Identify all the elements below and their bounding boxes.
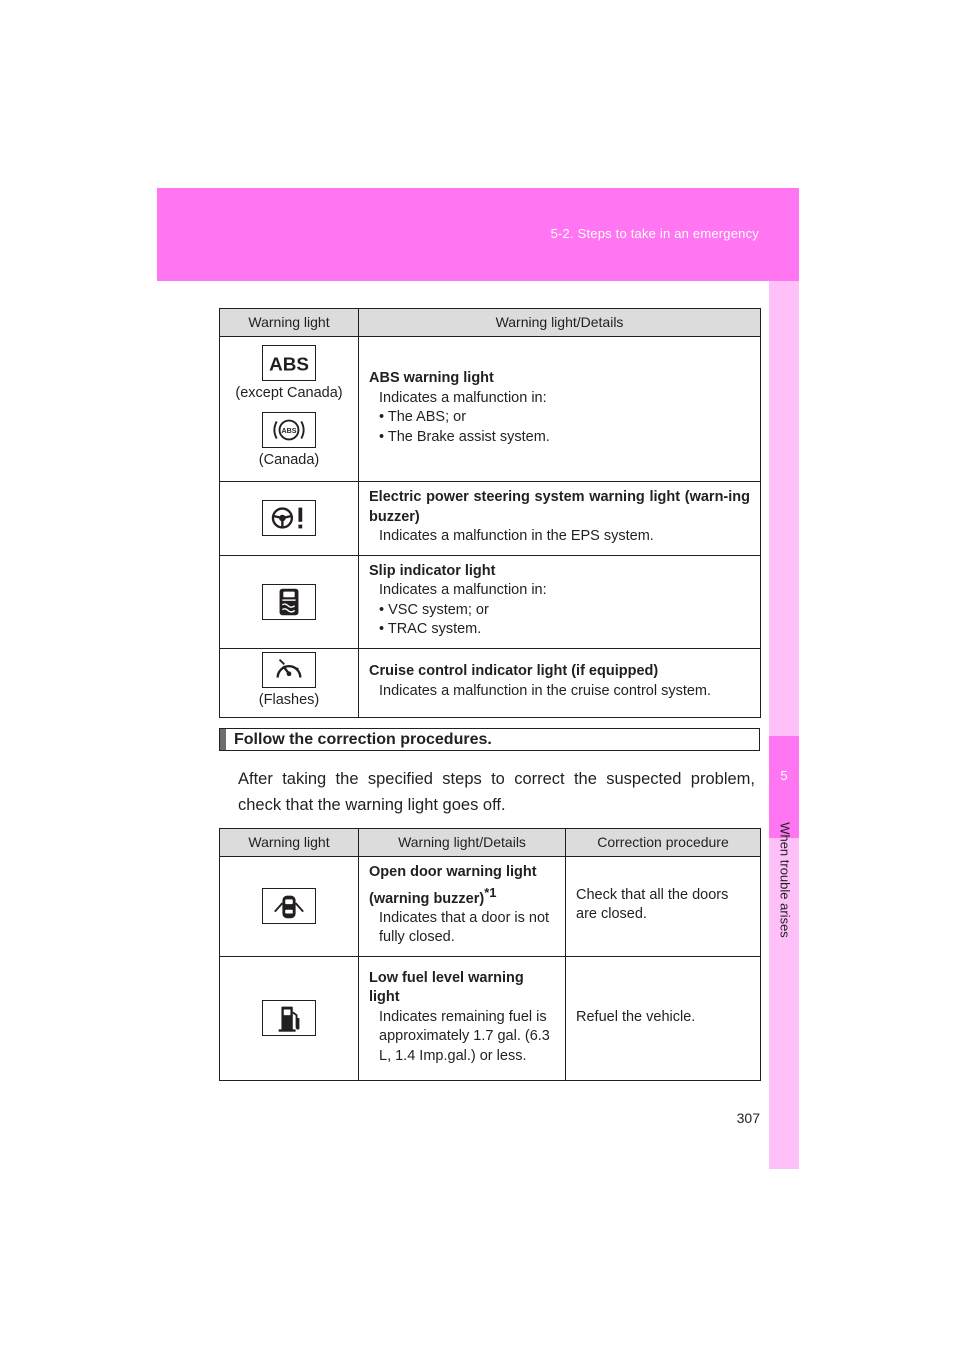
table-row [220,857,761,957]
table-row [220,482,761,556]
icon-cell [220,857,359,957]
abs-text-icon [262,345,316,381]
detail-title: Cruise control indicator light (if equipped) [369,663,659,679]
section-title: 5-2. Steps to take in an emergency [550,226,759,241]
icon-cell [220,337,359,482]
icon-cell [220,555,359,648]
detail-line: • The Brake assist system. [379,428,550,445]
detail-cell [359,337,761,482]
table-header-row [220,309,761,337]
side-strip [769,281,799,1169]
low-fuel-icon [262,1000,316,1036]
detail-line: Indicates a malfunction in: [379,389,547,406]
correction-cell: Refuel the vehicle. [566,956,761,1080]
table-header-row [220,829,761,857]
warning-light-table [219,308,761,718]
column-header: Correction procedure [566,829,761,857]
header-band [157,188,799,281]
slip-indicator-icon [262,584,316,620]
icon-cell [220,648,359,717]
detail-title: Slip indicator light [369,562,496,579]
section-banner [219,728,760,751]
table-row [220,337,761,482]
detail-title [369,863,555,909]
abs-text-icon-label: ABS [269,354,309,376]
instruction-paragraph: After taking the specified steps to correct the suspected problem, check that the warning light goes off. [238,770,755,814]
column-header: Warning light [220,309,359,337]
icon-caption: (Canada) [258,451,320,468]
column-header: Warning light/Details [359,829,566,857]
cruise-control-icon [262,652,316,688]
detail-line: • TRAC system. [379,621,482,637]
icon-caption: (Flashes) [258,691,320,708]
detail-line: Indicates a malfunction in the cruise control system. [379,682,712,699]
power-steering-warning-icon [262,500,316,536]
abs-circle-icon [262,412,316,448]
detail-title: ABS warning light [369,370,494,386]
detail-line: Indicates a malfunction in the EPS system. [379,528,654,544]
column-header: Warning light/Details [359,309,761,337]
detail-title: Low fuel level warning light [369,969,524,1006]
open-door-icon [262,888,316,924]
table-row [220,555,761,648]
detail-line: • VSC system; or [379,601,489,618]
column-header: Warning light [220,829,359,857]
icon-cell [220,482,359,556]
detail-title-text: Open door warning light (warning buzzer) [369,864,537,907]
detail-cell [359,555,761,648]
abs-circle-icon-label: ABS [281,426,297,435]
correction-cell: Check that all the doors are closed. [566,857,761,957]
footnote-mark: *1 [484,884,497,900]
detail-line: Indicates that a door is not fully closed. [379,909,550,946]
icon-caption: (except Canada) [235,385,343,401]
detail-line: Indicates remaining fuel is approximately 1.7 gal. (6.3 L, 1.4 Imp.gal.) or less. [379,1008,550,1064]
banner-bar [220,729,226,750]
detail-title: Electric power steering system warning light (warn-ing buzzer) [369,489,750,525]
detail-line: Indicates a malfunction in: [379,582,547,598]
chapter-title: When trouble arises [777,822,793,938]
detail-line: • The ABS; or [379,409,467,425]
detail-cell [359,956,566,1080]
correction-table [219,828,761,1081]
table-row [220,648,761,717]
chapter-number: 5 [780,768,788,783]
detail-cell [359,857,566,957]
banner-text: Follow the correction procedures. [234,731,492,748]
table-row [220,956,761,1080]
icon-cell [220,956,359,1080]
page-number: 307 [736,1110,760,1126]
detail-cell [359,648,761,717]
detail-cell [359,482,761,556]
